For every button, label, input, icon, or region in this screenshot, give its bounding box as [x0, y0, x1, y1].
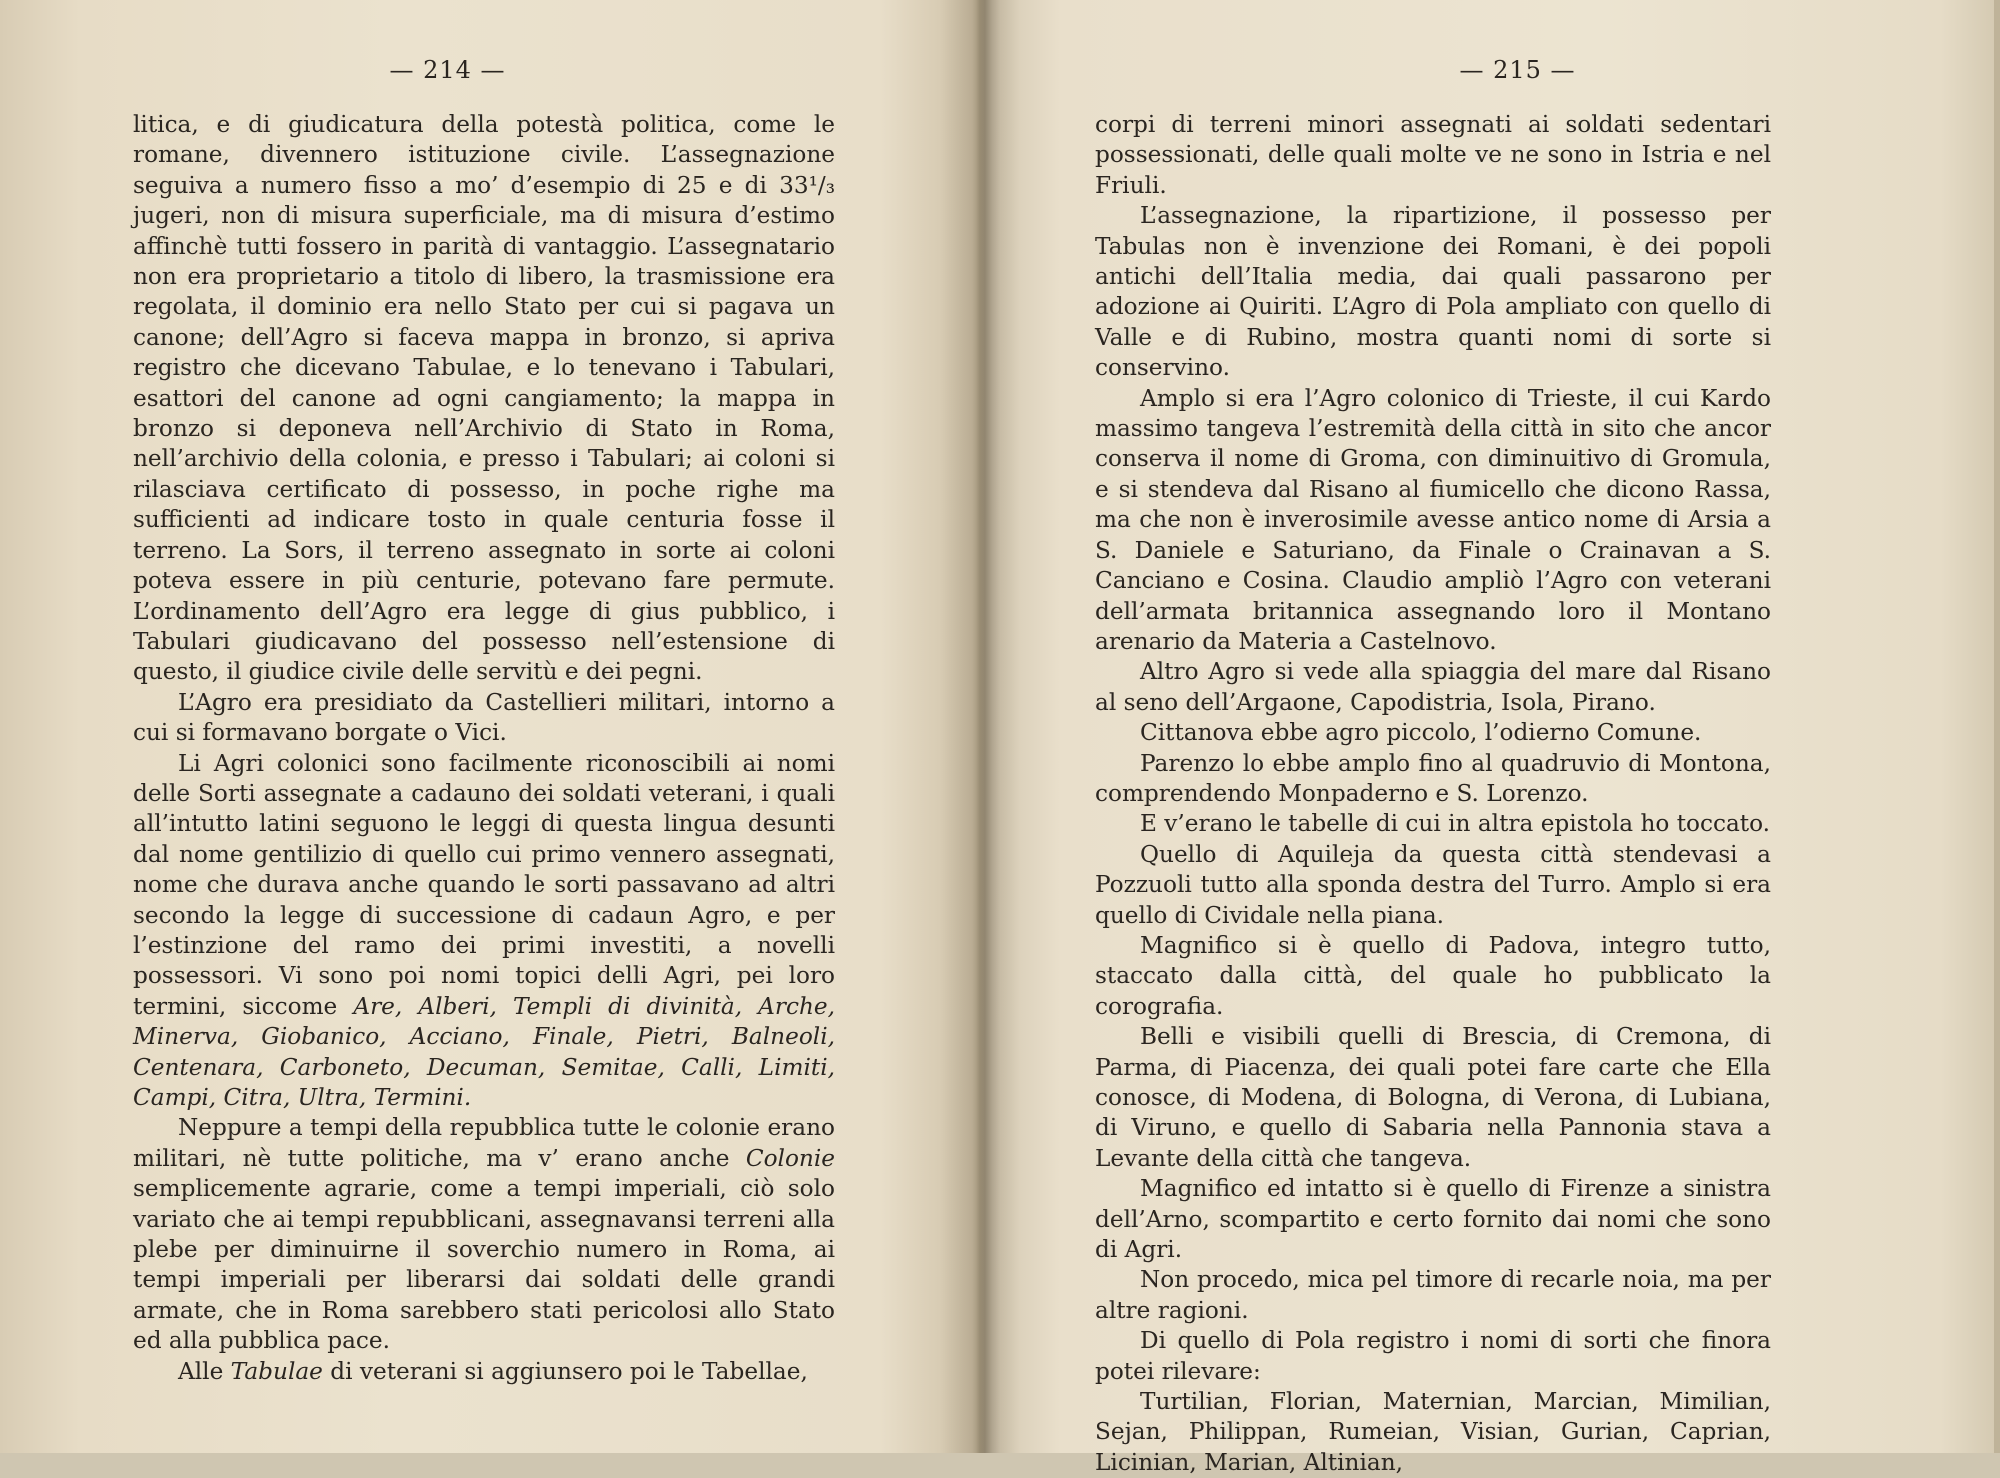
text-run: Altro Agro si vede alla spiaggia del mare dal Risano al seno dell’Argaone, Capodistria, Isola, Pirano. — [1095, 658, 1771, 716]
italic-text: Colonie — [745, 1144, 835, 1172]
text-run: Magnifico si è quello di Padova, integro tutto, staccato dalla città, del quale ho pubblicato la corografia. — [1095, 931, 1771, 1020]
paragraph — [1095, 1022, 1771, 1174]
paragraph — [1095, 749, 1771, 810]
paragraph — [133, 1113, 835, 1356]
paragraph — [1095, 718, 1771, 748]
right-page — [975, 0, 2000, 1476]
text-run: L’assegnazione, la ripartizione, il possesso per Tabulas non è invenzione dei Romani, è dei popoli antichi dell’Italia media, dai quali passarono per adozione ai Quiriti. L’Agro di Pola ampliato con quello di Valle e di Rubino, mostra quanti nomi di sorte si conservino. — [1095, 202, 1771, 382]
paragraph — [1095, 384, 1771, 658]
body-text — [1095, 110, 1771, 1478]
text-run: semplicemente agrarie, come a tempi imperiali, ciò solo variato che ai tempi repubblicani, assegnavansi terreni alla plebe per diminuirne il soverchio numero in Roma, ai tempi imperiali per liberarsi dai soldati delle grandi armate, che in Roma sarebbero stati pericolosi allo Stato ed alla pubblica pace. — [133, 1175, 835, 1355]
text-run: L’Agro era presidiato da Castellieri militari, intorno a cui si formavano borgate o Vici. — [133, 688, 835, 747]
paragraph — [1095, 1387, 1771, 1478]
paragraph — [1095, 657, 1771, 718]
page-number: — 215 — — [1459, 56, 1576, 84]
italic-text: Are, Alberi, Templi di divinità, Arche, Minerva, Giobanico, Acciano, Finale, Pietri, Balneoli, Centenara, Carboneto, Decuman, Semitae, Calli, Limiti, Campi, Citra, Ultra, Termini. — [133, 992, 835, 1111]
paragraph — [1095, 201, 1771, 383]
text-run: Quello di Aquileja da questa città stendevasi a Pozzuoli tutto alla sponda destra del Turro. Amplo si era quello di Cividale nella piana. — [1095, 840, 1771, 929]
text-run: Magnifico ed intatto si è quello di Firenze a sinistra dell’Arno, scompartito e certo fornito dai nomi che sono di Agri. — [1095, 1175, 1771, 1264]
page-number: — 214 — — [389, 56, 506, 84]
text-run: corpi di terreni minori assegnati ai soldati sedentari possessionati, delle quali molte ve ne sono in Istria e nel Friuli. — [1095, 111, 1771, 199]
text-run: E v’erano le tabelle di cui in altra epistola ho toccato. — [1140, 810, 1771, 838]
text-run: Parenzo lo ebbe amplo fino al quadruvio di Montona, comprendendo Monpaderno e S. Lorenzo. — [1095, 749, 1771, 807]
paragraph — [133, 749, 835, 1114]
paragraph — [1095, 931, 1771, 1022]
italic-text: Tabulae — [230, 1357, 323, 1385]
text-run: di veterani si aggiunsero poi le Tabellae, — [322, 1357, 808, 1385]
paragraph — [1095, 1174, 1771, 1265]
paragraph — [1095, 840, 1771, 931]
text-run: Neppure a tempi della repubblica tutte le colonie erano militari, nè tutte politiche, ma v’ erano anche — [133, 1114, 835, 1172]
text-run: Non procedo, mica pel timore di recarle noia, ma per altre ragioni. — [1095, 1266, 1771, 1324]
left-page — [0, 0, 975, 1453]
paragraph — [1095, 1265, 1771, 1326]
text-run: Di quello di Pola registro i nomi di sorti che finora potei rilevare: — [1095, 1327, 1771, 1385]
text-run: Cittanova ebbe agro piccolo, l’odierno Comune. — [1140, 719, 1702, 747]
paragraph — [133, 110, 835, 688]
text-run: Li Agri colonici sono facilmente riconoscibili ai nomi delle Sorti assegnate a cadauno dei soldati veterani, i quali all’intutto latini seguono le leggi di questa lingua desunti dal nome gentilizio di quello cui primo vennero assegnati, nome che durava anche quando le sorti passavano ad altri secondo la legge di successione di cadaun Agro, e per l’estinzione del ramo dei primi investiti, a novelli possessori. Vi sono poi nomi topici delli Agri, pei loro termini, siccome — [133, 749, 835, 1020]
text-run: Amplo si era l’Agro colonico di Trieste, il cui Kardo massimo tangeva l’estremità della città in sito che ancor conserva il nome di Groma, con diminuitivo di Gromula, e si stendeva dal Risano al fiumicello che dicono Rassa, ma che non è inverosimile avesse antico nome di Arsia a S. Daniele e Saturiano, da Finale o Crainavan a S. Canciano e Cosina. Claudio ampliò l’Agro con veterani dell’armata britannica assegnando loro il Montano arenario da Materia a Castelnovo. — [1095, 384, 1771, 655]
paragraph — [1095, 1326, 1771, 1387]
text-run: Belli e visibili quelli di Brescia, di Cremona, di Parma, di Piacenza, dei quali potei fare carte che Ella conosce, di Modena, di Bologna, di Verona, di Lubiana, di Viruno, e quello di Sabaria nella Pannonia stava a Levante della città che tangeva. — [1095, 1023, 1771, 1172]
text-run: Turtilian, Florian, Maternian, Marcian, Mimilian, Sejan, Philippan, Rumeian, Visian, Gurian, Caprian, Licinian, Marian, Altinian, — [1095, 1388, 1771, 1476]
text-run: Alle — [178, 1357, 231, 1385]
page-edge — [1994, 0, 2000, 1453]
paragraph — [1095, 809, 1771, 839]
body-text — [133, 110, 835, 1387]
text-run: litica, e di giudicatura della potestà politica, come le romane, divennero istituzione civile. L’assegnazione seguiva a numero fisso a mo’ d’esempio di 25 e di 33¹/₃ jugeri, non di misura superficiale, ma di misura d’estimo affinchè tutti fossero in parità di vantaggio. L’assegnatario non era proprietario a titolo di libero, la trasmissione era regolata, il dominio era nello Stato per cui si pagava un canone; dell’Agro si faceva mappa in bronzo, si apriva registro che dicevano Tabulae, e lo tenevano i Tabulari, esattori del canone ad ogni cangiamento; la mappa in bronzo si deponeva nell’Archivio di Stato in Roma, nell’archivio della colonia, e presso i Tabulari; ai coloni si rilasciava certificato di possesso, in poche righe ma sufficienti ad indicare tosto in quale centuria fosse il terreno. La Sors, il terreno assegnato in sorte ai coloni poteva essere in più centurie, potevano fare permute. L’ordinamento dell’Agro era legge di gius pubblico, i Tabulari giudicavano del possesso nell’estensione di questo, il giudice civile delle servitù e dei pegni. — [133, 111, 835, 686]
paragraph — [1095, 110, 1771, 201]
paragraph — [133, 688, 835, 749]
paragraph — [133, 1357, 835, 1387]
